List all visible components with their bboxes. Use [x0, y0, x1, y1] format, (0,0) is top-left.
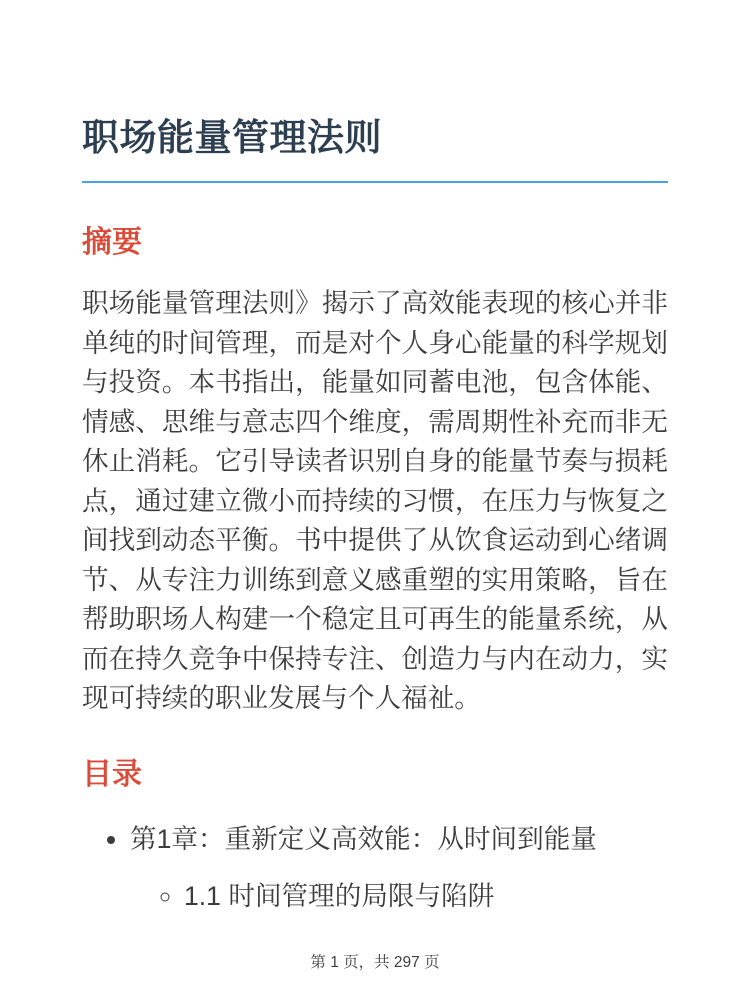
abstract-paragraph: 职场能量管理法则》揭示了高效能表现的核心并非单纯的时间管理，而是对个人身心能量的科学规划与投资。本书指出，能量如同蓄电池，包含体能、情感、思维与意志四个维度，需周期性补充而非无休止消耗。它引导读者识别自身的能量节奏与损耗点，通过建立微小而持续的习惯，在压力与恢复之间找到动态平衡。书中提供了从饮食运动到心绪调节、从专注力训练到意义感重塑的实用策略，旨在帮助职场人构建一个稳定且可再生的能量系统，从而在持久竞争中保持专注、创造力与内在动力，实现可持续的职业发展与个人福祉。 — [82, 288, 668, 714]
page-number-footer: 第 1 页，共 297 页 — [310, 954, 440, 971]
title-divider — [82, 181, 668, 183]
toc-list — [82, 820, 668, 916]
toc-section-label: 1.1 时间管理的局限与陷阱 — [184, 880, 495, 911]
toc-chapter-item — [130, 820, 668, 916]
toc-heading: 目录 — [82, 757, 142, 791]
toc-chapter-label: 第1章：重新定义高效能：从时间到能量 — [130, 824, 597, 855]
toc-section-item — [184, 877, 668, 917]
abstract-heading: 摘要 — [82, 225, 142, 259]
toc-sublist — [130, 877, 668, 917]
page-title: 职场能量管理法则 — [82, 117, 382, 158]
